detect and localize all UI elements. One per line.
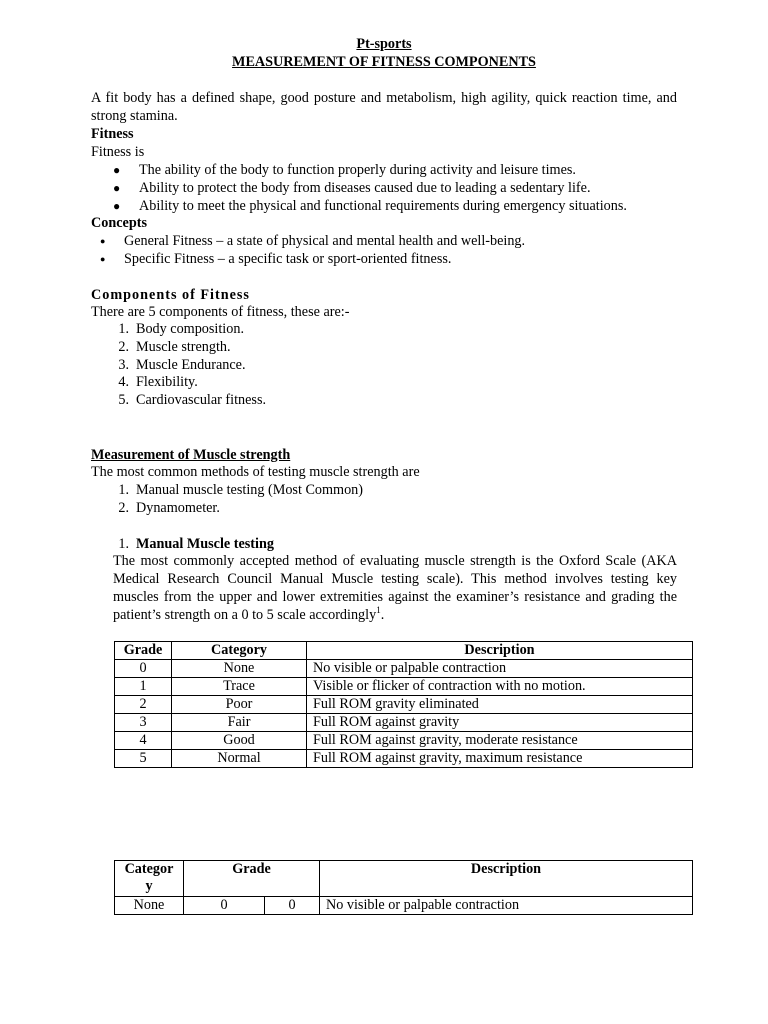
concepts-heading: Concepts: [91, 215, 147, 231]
list-item: ● Specific Fitness – a specific task or sport-oriented fitness.: [100, 251, 452, 267]
concepts-list: [100, 232, 700, 268]
table-header-row: [115, 861, 693, 897]
bullet-icon: ●: [100, 236, 106, 246]
components-lead: There are 5 components of fitness, these are:-: [91, 304, 350, 320]
list-item: 1. Body composition.: [118, 321, 244, 337]
column-header: Categor y: [115, 861, 184, 897]
column-header: Category: [172, 642, 307, 660]
table-row: 5 Normal Full ROM against gravity, maximum resistance: [115, 750, 693, 768]
list-item: 3. Muscle Endurance.: [118, 356, 246, 373]
table-row: 4 Good Full ROM against gravity, moderate resistance: [115, 732, 693, 750]
list-item: ● The ability of the body to function properly during activity and leisure times.: [113, 162, 576, 178]
table-row: 2 Poor Full ROM gravity eliminated: [115, 696, 693, 714]
column-header: Description: [320, 861, 693, 897]
list-item: 4. Flexibility.: [118, 374, 198, 391]
list-item: 2. Dynamometer.: [118, 499, 220, 516]
manual-paragraph: The most commonly accepted method of evaluating muscle strength is the Oxford Scale (AKA Medical Research Council Manual Muscle testing scale). This method involves testing key muscles from the upper and lower extremities against the examiner’s resistance and grading the patient’s strength on a 0 to 5 scale accordingly$^1$.: [113, 553, 677, 623]
table-row: 1 Trace Visible or flicker of contraction with no motion.: [115, 678, 693, 696]
list-item: ● General Fitness – a state of physical and mental health and well-being.: [100, 233, 526, 249]
list-item: ● Ability to protect the body from diseases caused due to leading a sedentary life.: [113, 180, 591, 196]
components-list: [111, 320, 511, 409]
list-item: ● Ability to meet the physical and functional requirements during emergency situations.: [113, 198, 627, 214]
grade-table: [114, 641, 693, 768]
table-row: None 0 0 No visible or palpable contraction: [115, 897, 693, 915]
column-header: Grade: [115, 642, 172, 660]
category-table: [114, 860, 693, 915]
bullet-icon: ●: [113, 199, 121, 213]
fitness-list: [113, 161, 713, 215]
list-item: 2. Muscle strength.: [118, 338, 231, 355]
manual-heading: Manual Muscle testing: [136, 536, 274, 552]
table-header-row: [115, 642, 693, 660]
intro-paragraph: A fit body has a defined shape, good posture and metabolism, high agility, quick reaction time, and strong stamina.: [91, 90, 677, 124]
column-header: Grade: [184, 861, 320, 897]
fitness-heading: Fitness: [91, 126, 134, 142]
fitness-lead: Fitness is: [91, 144, 145, 160]
strength-lead: The most common methods of testing muscle strength are: [91, 464, 420, 480]
page-title: MEASUREMENT OF FITNESS COMPONENTS: [232, 54, 536, 70]
table-row: 0 None No visible or palpable contraction: [115, 660, 693, 678]
bullet-icon: ●: [113, 181, 121, 195]
footnote-ref[interactable]: 1: [376, 605, 381, 615]
bullet-icon: ●: [113, 163, 121, 177]
list-item: 1. Manual muscle testing (Most Common): [118, 482, 363, 498]
column-header: Description: [307, 642, 693, 660]
table-row: 3 Fair Full ROM against gravity: [115, 714, 693, 732]
site-name: Pt-sports: [356, 36, 412, 52]
strength-list: [111, 481, 511, 517]
strength-heading: Measurement of Muscle strength: [91, 447, 291, 463]
list-item: 5. Cardiovascular fitness.: [118, 392, 267, 409]
bullet-icon: ●: [100, 254, 106, 264]
manual-number: 1.: [118, 536, 129, 552]
components-heading: Components of Fitness: [91, 287, 250, 303]
